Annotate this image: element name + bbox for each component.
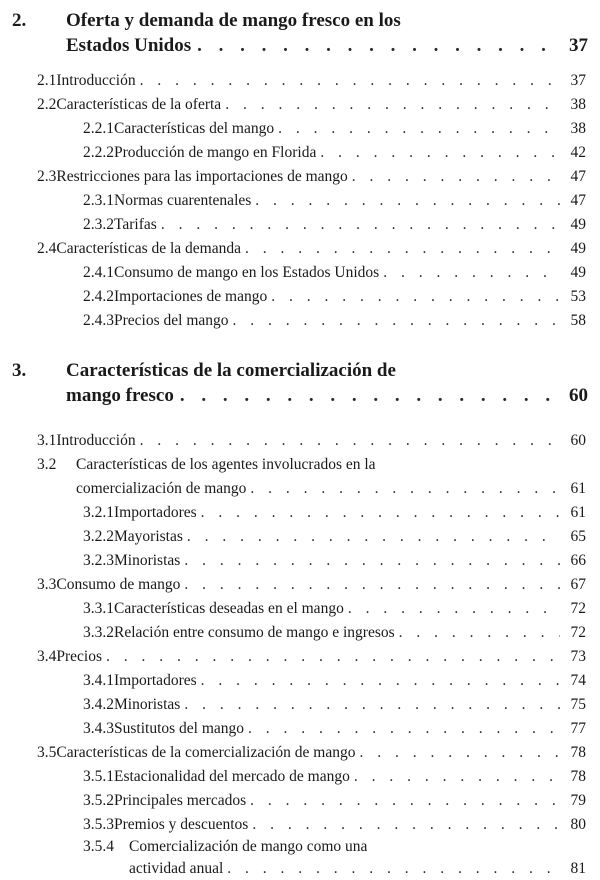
dot-leader	[383, 261, 560, 284]
dot-leader	[348, 597, 560, 620]
toc-entry-3-5	[37, 741, 586, 764]
section-page-number: 73	[570, 648, 586, 665]
section-number: 3.1	[37, 432, 57, 449]
dot-leader	[161, 213, 560, 236]
section-title: Importaciones de mango	[114, 288, 268, 305]
toc-entry-2-1	[37, 69, 586, 92]
section-number: 3.2.3	[83, 552, 114, 569]
section-title: Consumo de mango en los Estados Unidos	[114, 264, 380, 281]
chapter-number: 3.	[12, 360, 27, 381]
section-page-number: 37	[570, 72, 586, 89]
dot-leader	[184, 549, 560, 572]
dot-leader	[399, 621, 560, 644]
section-title: Comercialización de mango como una	[129, 838, 368, 855]
toc-entry-3-4	[37, 645, 586, 668]
section-title: Principales mercados	[114, 792, 247, 809]
section-page-number: 78	[570, 744, 586, 761]
dot-leader	[248, 717, 560, 740]
chapter-title-text: Oferta y demanda de mango fresco en los	[66, 10, 401, 31]
toc-entry-3-3-1	[83, 597, 586, 620]
section-title: Introducción	[56, 72, 136, 89]
section-page-number: 61	[570, 480, 586, 497]
section-title: Restricciones para las importaciones de mango	[56, 168, 348, 185]
section-number: 3.2	[37, 456, 57, 473]
section-title: Consumo de mango	[56, 576, 181, 593]
section-title: Minoristas	[114, 552, 181, 569]
toc-entry-3-3-2	[83, 621, 586, 644]
dot-leader	[225, 93, 560, 116]
section-number: 3.3.1	[83, 600, 114, 617]
dot-leader	[184, 573, 560, 596]
toc-entry-2-2-2	[83, 141, 586, 164]
toc-entry-2-4-1	[83, 261, 586, 284]
section-number: 3.2.1	[83, 504, 114, 521]
section-number: 3.4.3	[83, 720, 114, 737]
dot-leader	[352, 165, 560, 188]
section-number: 3.4	[37, 648, 57, 665]
section-number: 2.4.2	[83, 288, 114, 305]
chapter-page-number: 60	[569, 385, 588, 406]
chapter-title-text: Estados Unidos	[66, 35, 192, 56]
section-page-number: 81	[570, 860, 586, 877]
section-page-number: 47	[570, 192, 586, 209]
section-title: Tarifas	[114, 216, 157, 233]
section-number: 3.5.3	[83, 816, 114, 833]
dot-leader	[184, 693, 560, 716]
section-number: 3.2.2	[83, 528, 114, 545]
dot-leader	[245, 237, 560, 260]
section-page-number: 80	[570, 816, 586, 833]
chapter-number: 2.	[12, 10, 27, 31]
dot-leader	[180, 384, 558, 408]
section-title: Premios y descuentos	[114, 816, 249, 833]
section-title: Características deseadas en el mango	[114, 600, 344, 617]
toc-entry-3-5-3	[83, 813, 586, 836]
section-title: Precios	[56, 648, 103, 665]
section-number: 2.4	[37, 240, 57, 257]
section-page-number: 74	[570, 672, 586, 689]
dot-leader	[233, 309, 560, 332]
section-page-number: 79	[570, 792, 586, 809]
dot-leader	[278, 117, 560, 140]
dot-leader	[201, 669, 560, 692]
section-page-number: 60	[570, 432, 586, 449]
dot-leader	[187, 525, 560, 548]
dot-leader	[201, 501, 560, 524]
toc-entry-2-3	[37, 165, 586, 188]
section-number: 3.4.2	[83, 696, 114, 713]
section-title: Características de los agentes involucrados en la	[76, 456, 376, 473]
section-number: 2.1	[37, 72, 57, 89]
section-page-number: 53	[570, 288, 586, 305]
toc-entry-3-2-1	[83, 501, 586, 524]
toc-entry-3-2-2	[83, 525, 586, 548]
section-page-number: 67	[570, 576, 586, 593]
section-title: Mayoristas	[114, 528, 183, 545]
section-page-number: 72	[570, 600, 586, 617]
section-number: 2.2	[37, 96, 57, 113]
toc-entry-2-3-2	[83, 213, 586, 236]
section-title: Minoristas	[114, 696, 181, 713]
dot-leader	[140, 69, 560, 92]
section-title-continued: comercialización de mango	[76, 480, 247, 497]
section-title: Características de la demanda	[56, 240, 241, 257]
toc-entry-3-4-2	[83, 693, 586, 716]
section-number: 3.5	[37, 744, 57, 761]
toc-entry-2-2	[37, 93, 586, 116]
section-title: Importadores	[114, 504, 197, 521]
section-page-number: 66	[570, 552, 586, 569]
section-page-number: 61	[570, 504, 586, 521]
dot-leader	[250, 477, 560, 500]
chapter-title-text: Características de la comercialización de	[66, 360, 396, 381]
section-page-number: 78	[570, 768, 586, 785]
dot-leader	[106, 645, 560, 668]
dot-leader	[271, 285, 560, 308]
dot-leader	[140, 429, 560, 452]
toc-entry-3-5-1	[83, 765, 586, 788]
section-title: Características de la oferta	[56, 96, 222, 113]
section-number: 3.3.2	[83, 624, 114, 641]
section-number: 3.3	[37, 576, 57, 593]
dot-leader	[354, 765, 560, 788]
dot-leader	[359, 741, 560, 764]
section-page-number: 72	[570, 624, 586, 641]
section-page-number: 58	[570, 312, 586, 329]
dot-leader	[320, 141, 560, 164]
section-page-number: 49	[570, 240, 586, 257]
section-title: Precios del mango	[114, 312, 229, 329]
section-page-number: 49	[570, 216, 586, 233]
section-number: 2.4.3	[83, 312, 114, 329]
section-number: 2.4.1	[83, 264, 114, 281]
chapter-page-number: 37	[569, 35, 588, 56]
section-title: Relación entre consumo de mango e ingresos	[114, 624, 395, 641]
toc-entry-2-4-2	[83, 285, 586, 308]
section-page-number: 38	[570, 96, 586, 113]
toc-entry-3-5-4-continued	[129, 857, 586, 880]
section-title: Introducción	[56, 432, 136, 449]
section-title: Características del mango	[114, 120, 275, 137]
dot-leader	[250, 789, 560, 812]
toc-entry-3-2-continued	[76, 477, 586, 500]
toc-entry-3-4-1	[83, 669, 586, 692]
section-page-number: 49	[570, 264, 586, 281]
toc-entry-2-2-1	[83, 117, 586, 140]
section-page-number: 47	[570, 168, 586, 185]
chapter-title-text: mango fresco	[66, 385, 174, 406]
dot-leader	[252, 813, 560, 836]
section-page-number: 65	[570, 528, 586, 545]
toc-entry-2-3-1	[83, 189, 586, 212]
toc-entry-2-4	[37, 237, 586, 260]
dot-leader	[255, 189, 560, 212]
section-title: Normas cuarentenales	[114, 192, 252, 209]
toc-entry-3-4-3	[83, 717, 586, 740]
chapter-title-line2	[66, 34, 588, 58]
toc-entry-3-2-3	[83, 549, 586, 572]
section-title: Estacionalidad del mercado de mango	[114, 768, 350, 785]
dot-leader	[227, 857, 560, 880]
section-page-number: 42	[570, 144, 586, 161]
dot-leader	[197, 34, 558, 58]
section-number: 3.4.1	[83, 672, 114, 689]
section-number: 3.5.4	[83, 838, 114, 855]
section-number: 2.3	[37, 168, 57, 185]
toc-entry-2-4-3	[83, 309, 586, 332]
section-title-continued: actividad anual	[129, 860, 224, 877]
toc-entry-3-5-4	[83, 835, 586, 858]
chapter-title-line1	[66, 9, 588, 33]
section-number: 2.2.2	[83, 144, 114, 161]
section-title: Características de la comercialización de mango	[56, 744, 356, 761]
chapter-title-line1	[66, 359, 588, 383]
toc-entry-3-5-2	[83, 789, 586, 812]
section-page-number: 77	[570, 720, 586, 737]
section-title: Importadores	[114, 672, 197, 689]
section-number: 2.2.1	[83, 120, 114, 137]
section-page-number: 38	[570, 120, 586, 137]
section-title: Sustitutos del mango	[114, 720, 245, 737]
section-number: 2.3.2	[83, 216, 114, 233]
section-number: 3.5.1	[83, 768, 114, 785]
chapter-title-line2	[66, 384, 588, 408]
section-number: 2.3.1	[83, 192, 114, 209]
toc-entry-3-3	[37, 573, 586, 596]
section-title: Producción de mango en Florida	[114, 144, 317, 161]
toc-entry-3-2	[37, 453, 586, 476]
section-number: 3.5.2	[83, 792, 114, 809]
section-page-number: 75	[570, 696, 586, 713]
toc-entry-3-1	[37, 429, 586, 452]
